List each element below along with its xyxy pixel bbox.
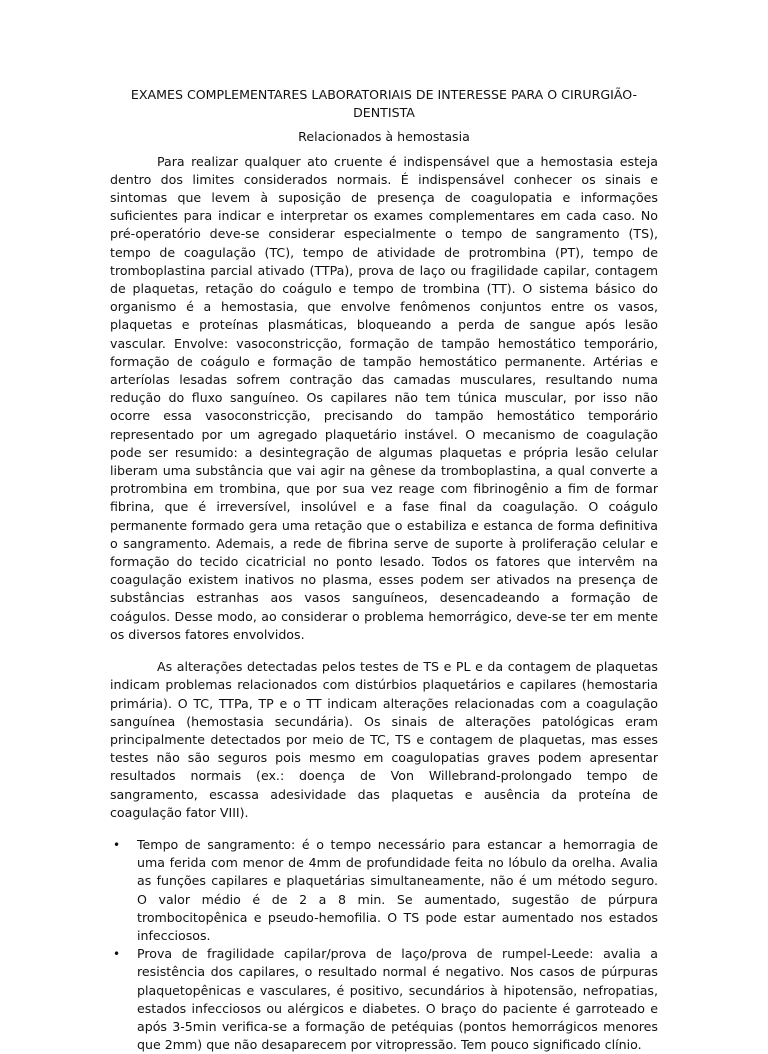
paragraph-hemostasia-intro: Para realizar qualquer ato cruente é indispensável que a hemostasia esteja dentro dos limites considerados normais. É indispensável conhecer os sinais e sintomas que levem à suposição de presença de coagulopatia e informações suficientes para indicar e interpretar os exames complementares em cada caso. No pré-operatório deve-se considerar especialmente o tempo de sangramento (TS), tempo de coagulação (TC), tempo de atividade de protrombina (PT), tempo de tromboplastina parcial ativado (TTPa), prova de laço ou fragilidade capilar, contagem de plaquetas, retação do coágulo e tempo de trombina (TT). O sistema básico do organismo é a hemostasia, que envolve fenômenos conjuntos entre os vasos, plaquetas e proteínas plasmáticas, bloqueando a perda de sangue após lesão vascular. Envolve: vasoconstricção, formação de tampão hemostático temporário, formação de coágulo e formação de tampão hemostático permanente. Artérias e arteríolas lesadas sofrem contração das camadas musculares, resultando numa redução do fluxo sanguíneo. Os capilares não tem túnica muscular, por isso não ocorre essa vasoconstricção, precisando do tampão hemostático temporário representado por um agregado plaquetário instável. O mecanismo de coagulação pode ser resumido: a desintegração de algumas plaquetas e própria lesão celular liberam uma substância que vai agir na gênese da tromboplastina, a qual converte a protrombina em trombina, que por sua vez reage com fibrinogênio a fim de formar fibrina, que é irreversível, insolúvel e a fase final da coagulação. O coágulo permanente formado gera uma retação que o estabiliza e estanca de forma definitiva o sangramento. Ademais, a rede de fibrina serve de suporte à proliferação celular e formação do tecido cicatricial no ponto lesado. Todos os fatores que intervêm na coagulação existem inativos no plasma, esses podem ser ativados na presença de substâncias estranhas aos vasos sanguíneos, desencadeando a formação de coágulos. Desse modo, ao considerar o problema hemorrágico, deve-se ter em mente os diversos fatores envolvidos. — [110, 153, 658, 642]
document-page — [110, 86, 658, 1054]
bullet-text-tempo-sangramento: Tempo de sangramento: é o tempo necessário para estancar a hemorragia de uma ferida com menor de 4mm de profundidade feita no lóbulo da orelha. Avalia as funções capilares e plaquetárias simultaneamente, não é um método seguro. O valor médio é de 2 a 8 min. Se aumentado, sugestão de púrpura trombocitopênica e pseudo-hemofilia. O TS pode estar aumentado nos estados infecciosos. — [137, 836, 658, 943]
document-title: EXAMES COMPLEMENTARES LABORATORIAIS DE INTERESSE PARA O CIRURGIÃO-DENTISTA — [130, 87, 638, 121]
document-subtitle: Relacionados à hemostasia — [298, 129, 470, 145]
bullet-list — [110, 836, 658, 1054]
paragraph-alteracoes: As alterações detectadas pelos testes de TS e PL e da contagem de plaquetas indicam problemas relacionados com distúrbios plaquetários e capilares (hemostaria primária). O TC, TTPa, TP e o TT indicam alterações relacionadas com a coagulação sanguínea (hemostasia secundária). Os sinais de alterações patológicas eram principalmente detectados por meio de TC, TS e contagem de plaquetas, mas esses testes não são seguros pois mesmo em coagulopatias graves podem apresentar resultados normais (ex.: doença de Von Willebrand-prolongado tempo de sangramento, escassa adesividade das plaquetas e ausência da proteína de coagulação fator VIII). — [110, 659, 658, 820]
list-item — [110, 836, 658, 945]
bullet-icon: • — [113, 947, 121, 962]
list-item — [110, 945, 658, 1054]
bullet-icon: • — [113, 837, 121, 852]
bullet-text-prova-fragilidade: Prova de fragilidade capilar/prova de laço/prova de rumpel-Leede: avalia a resistência dos capilares, o resultado normal é negativo. Nos casos de púrpuras plaquetopênicas e vasculares, é positivo, secundários à hipotensão, nefropatias, estados infecciosos ou alérgicos e diabetes. O braço do paciente é garroteado e após 3-5min verifica-se a formação de petéquias (pontos hemorrágicos menores que 2mm) que não desaparecem por vitropressão. Tem pouco significado clínio. — [137, 946, 658, 1053]
